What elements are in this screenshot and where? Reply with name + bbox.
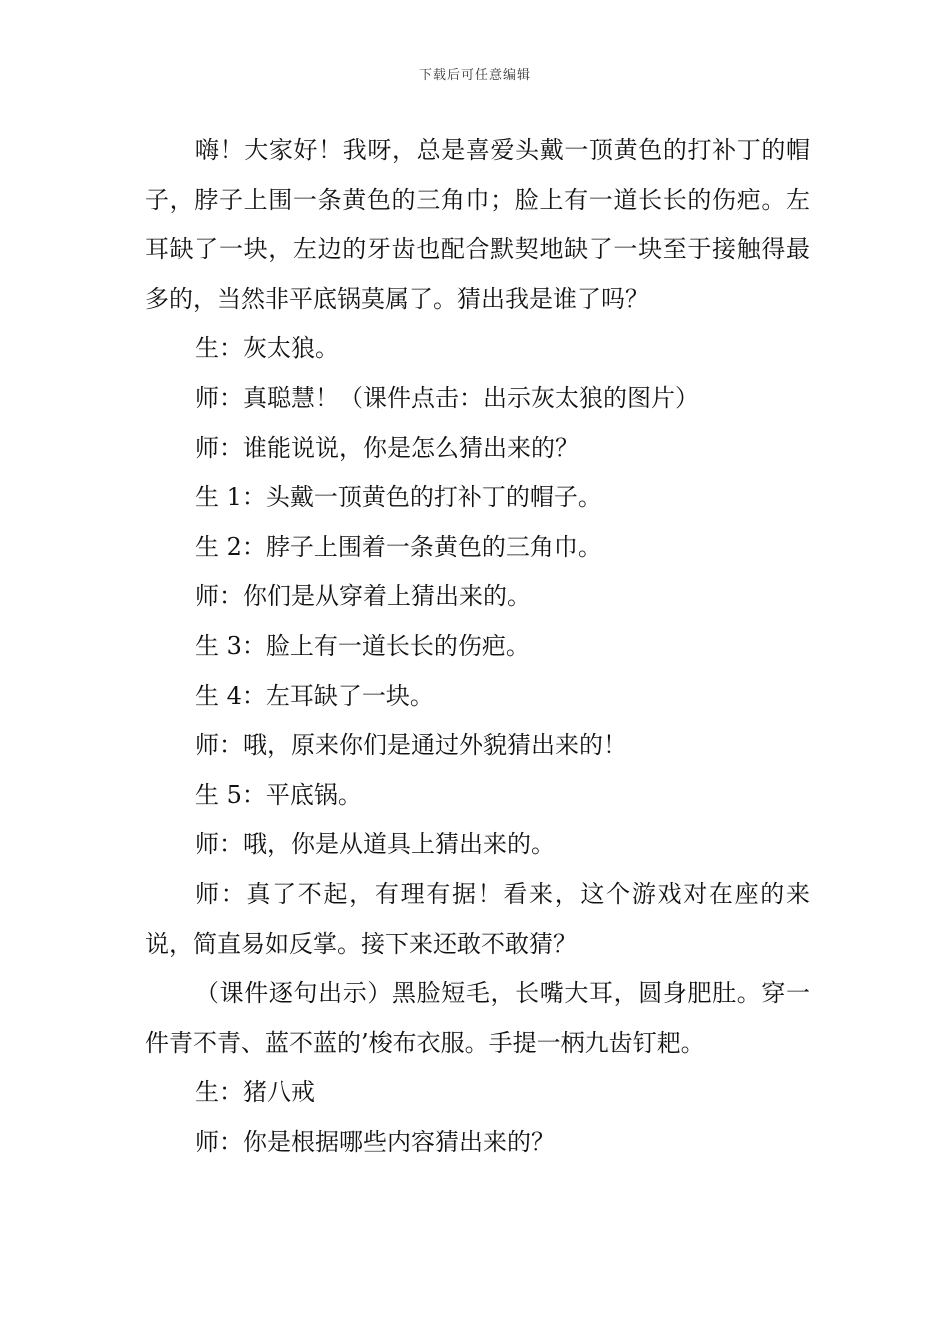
paragraph-courseware-riddle: （课件逐句出示）黑脸短毛，长嘴大耳，圆身肥肚。穿一件青不青、蓝不蓝的’梭布衣服。手提一柄九齿钉耙。 bbox=[145, 979, 810, 1057]
paragraph-teacher-question: 师：谁能说说，你是怎么猜出来的？ bbox=[195, 433, 579, 462]
paragraph-teacher-appearance: 师：哦，原来你们是通过外貌猜出来的！ bbox=[195, 731, 627, 760]
paragraph-teacher-followup: 师：你是根据哪些内容猜出来的？ bbox=[195, 1127, 555, 1156]
page-header: 下载后可任意编辑 bbox=[418, 68, 531, 83]
paragraph-intro: 嗨！大家好！我呀，总是喜爱头戴一顶黄色的打补丁的帽子，脖子上围一条黄色的三角巾；脸上有一道长长的伤疤。左耳缺了一块，左边的牙齿也配合默契地缺了一块至于接触得最多的，当然非平底锅莫属了。猜出我是谁了吗？ bbox=[145, 136, 810, 313]
document-body bbox=[145, 126, 810, 1167]
paragraph-teacher-praise: 师：真聪慧！（课件点击：出示灰太狼的图片） bbox=[195, 383, 699, 412]
paragraph-student-5: 生 5：平底锅。 bbox=[195, 780, 362, 809]
paragraph-student-3: 生 3：脸上有一道长长的伤疤。 bbox=[195, 631, 530, 660]
paragraph-student-answer: 生：灰太狼。 bbox=[195, 334, 339, 363]
paragraph-teacher-prop: 师：哦，你是从道具上猜出来的。 bbox=[195, 830, 555, 859]
paragraph-student-answer-2: 生：猪八戒 bbox=[195, 1078, 315, 1107]
paragraph-student-1: 生 1：头戴一顶黄色的打补丁的帽子。 bbox=[195, 483, 602, 512]
paragraph-student-4: 生 4：左耳缺了一块。 bbox=[195, 681, 434, 710]
paragraph-teacher-next: 师：真了不起，有理有据！看来，这个游戏对在座的来说，简直易如反掌。接下来还敢不敢猜？ bbox=[145, 879, 810, 958]
paragraph-teacher-clothing: 师：你们是从穿着上猜出来的。 bbox=[195, 582, 531, 611]
paragraph-student-2: 生 2：脖子上围着一条黄色的三角巾。 bbox=[195, 532, 602, 561]
